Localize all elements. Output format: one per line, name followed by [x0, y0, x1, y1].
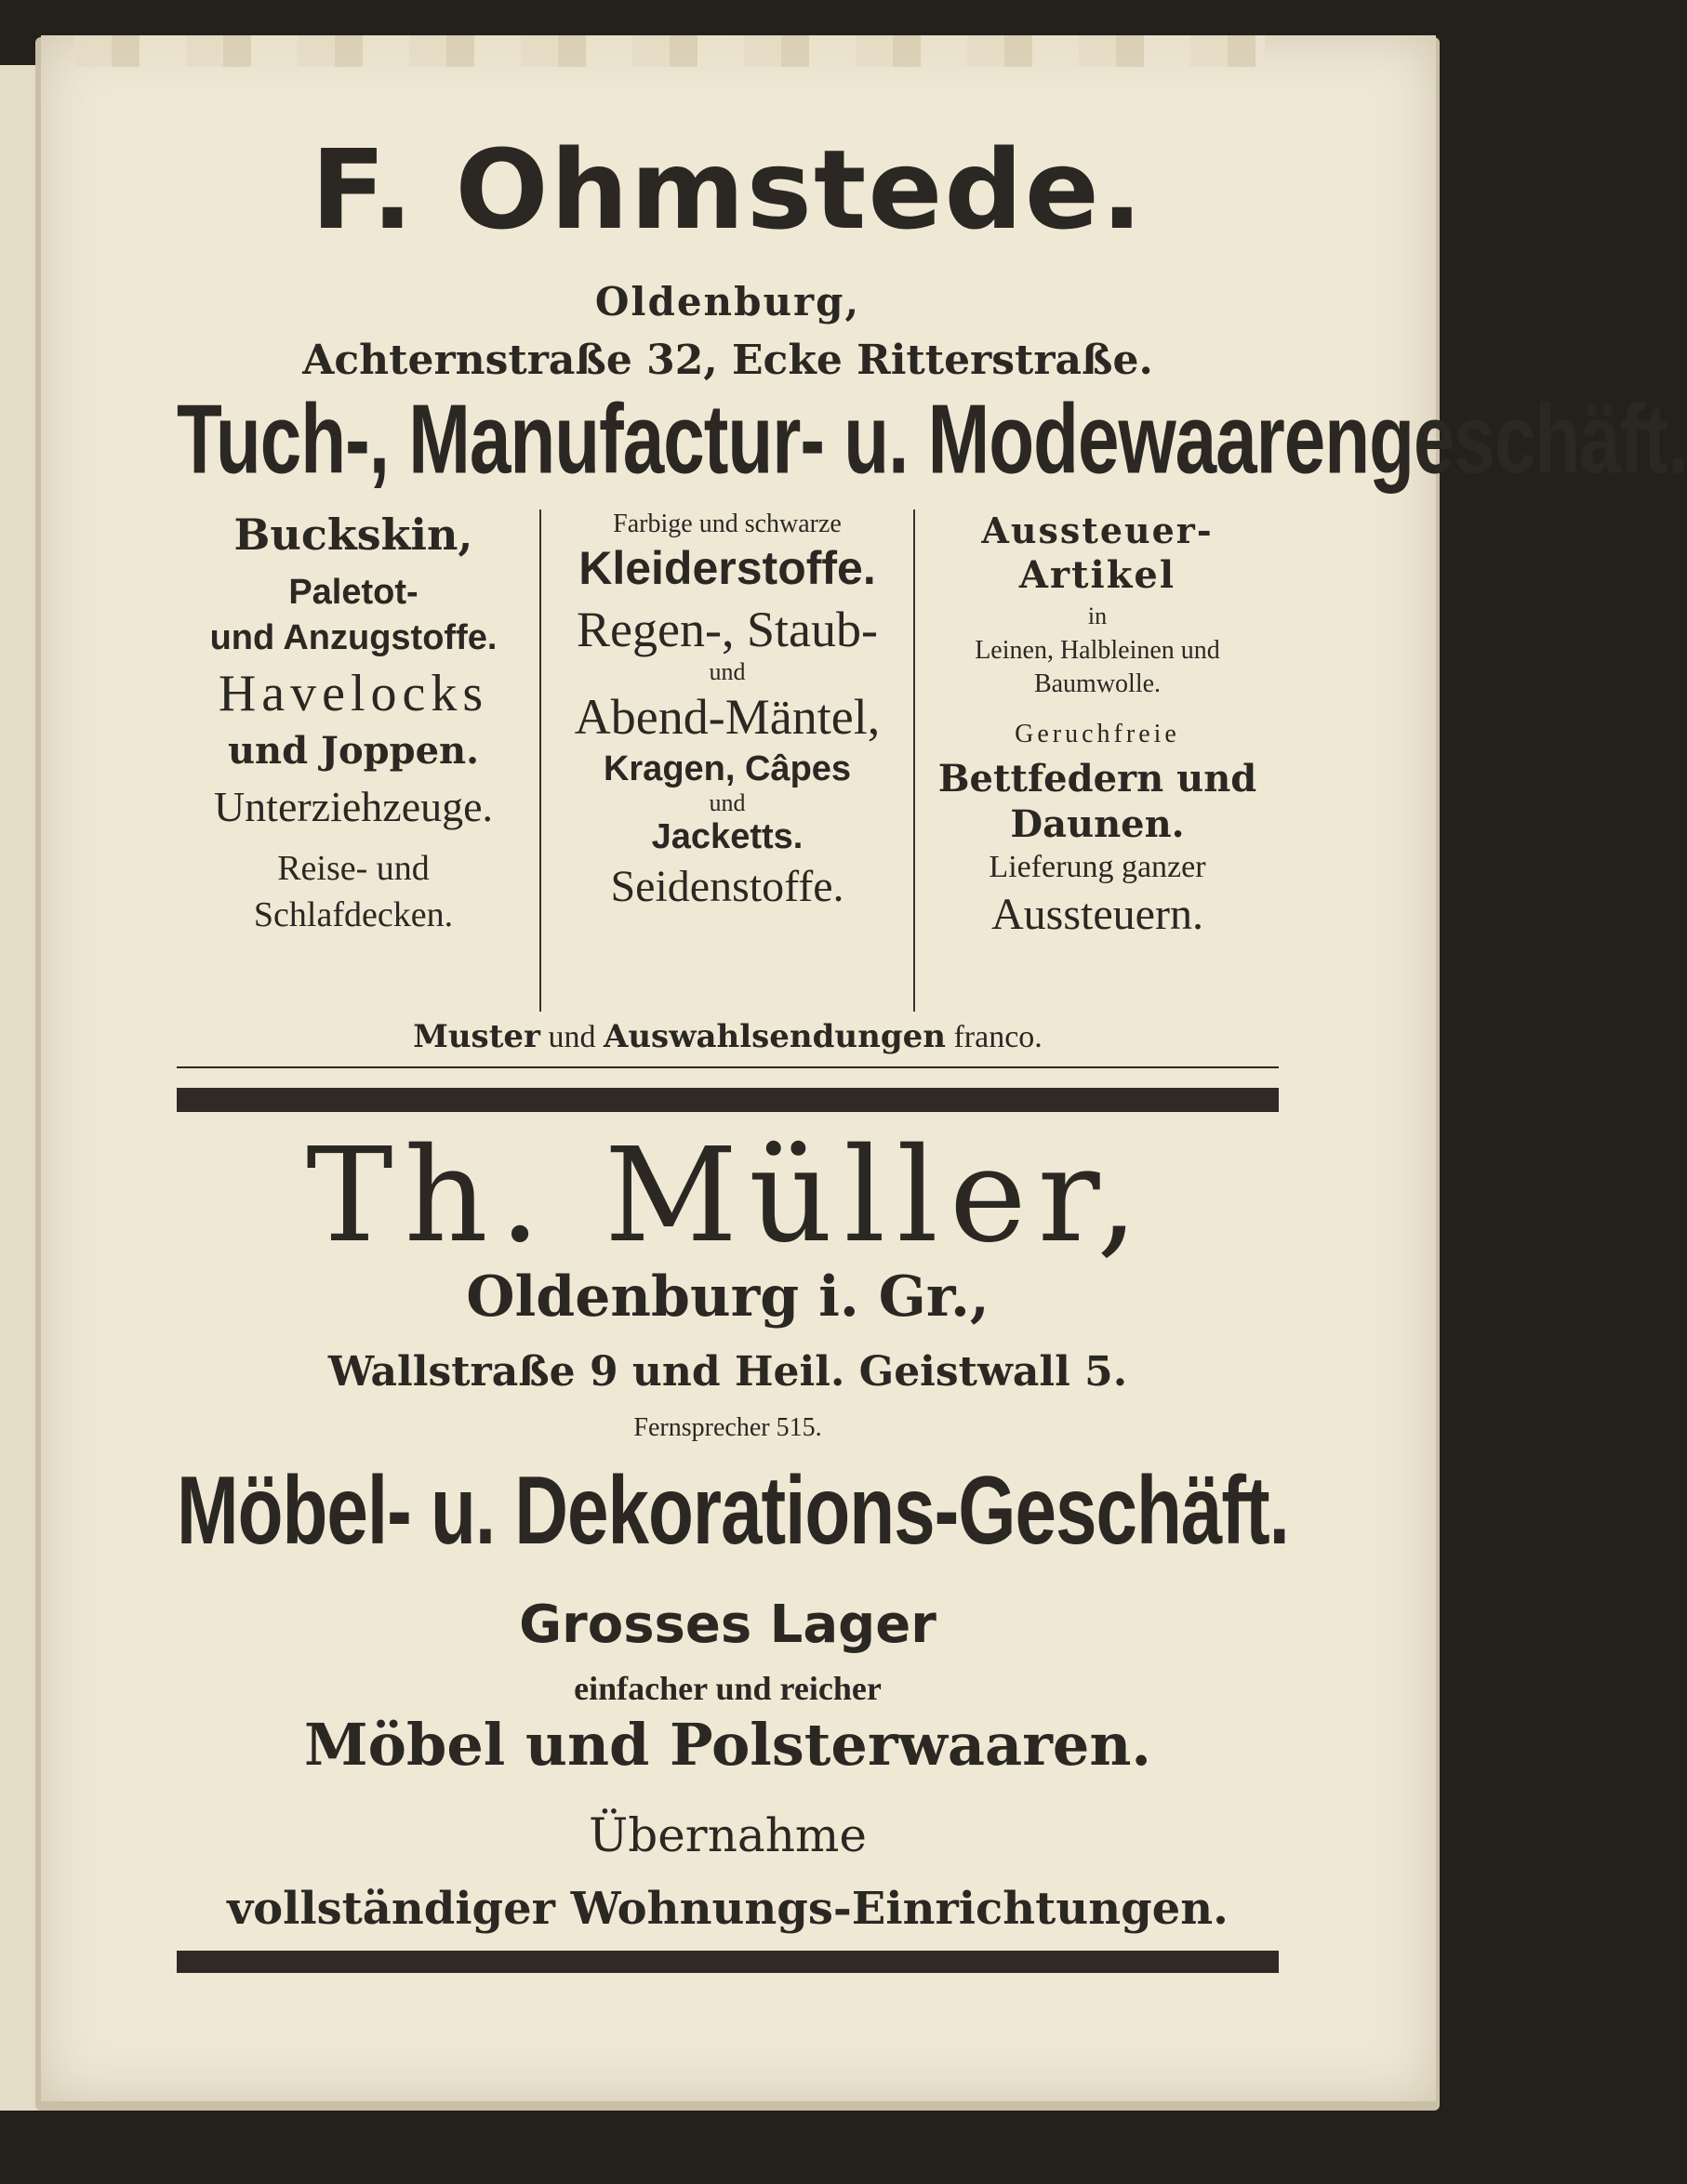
col3-line: Bettfedern und — [937, 757, 1257, 801]
col3-line: Geruchfreie — [1015, 720, 1180, 748]
footer-word: franco. — [953, 1020, 1043, 1054]
mueller-goods: Möbel und Polsterwaaren. — [303, 1711, 1152, 1779]
mueller-city: Oldenburg i. Gr., — [466, 1264, 990, 1330]
ohmstede-business: Tuch-, Manufactur- u. Modewaarengeschäft. — [177, 384, 1687, 494]
col2-line: Seidenstoffe. — [610, 862, 844, 911]
col1-line: und Anzugstoffe. — [209, 618, 498, 657]
ohmstede-address: Achternstraße 32, Ecke Ritterstraße. — [302, 337, 1153, 384]
ohmstede-title: F. Ohmstede. — [311, 126, 1145, 254]
col3-line: in — [1087, 602, 1108, 629]
mueller-uebernahme: Übernahme — [589, 1808, 867, 1862]
col1-line: Havelocks — [218, 665, 489, 722]
ohmstede-columns — [177, 510, 1279, 1012]
mueller-einrichtungen: vollständiger Wohnungs-Einrichtungen. — [227, 1883, 1229, 1935]
mueller-phone: Fernsprecher 515. — [633, 1413, 822, 1442]
col3-line: Lieferung ganzer — [989, 850, 1206, 884]
col1-line: und Joppen. — [227, 729, 480, 773]
divider-bottom — [177, 1951, 1279, 1973]
col2-line: Kleiderstoffe. — [578, 542, 876, 594]
ohmstede-footer — [177, 1018, 1279, 1055]
col1-line: Buckskin, — [233, 510, 473, 560]
col2-line: Kragen, Câpes — [603, 749, 852, 788]
divider-thick — [177, 1088, 1279, 1112]
col2-line: und — [709, 658, 746, 685]
col3-line: Leinen, Halbleinen und — [975, 636, 1220, 665]
col2-line: Farbige und schwarze — [613, 510, 842, 538]
col1-line: Paletot- — [288, 573, 418, 612]
col1-line: Reise- und — [277, 849, 430, 888]
mueller-lager: Grosses Lager — [519, 1595, 936, 1655]
col2-line: Abend-Mäntel, — [574, 689, 881, 745]
col1-line: Schlafdecken. — [253, 895, 454, 934]
col3-line: Baumwolle. — [1033, 669, 1162, 698]
col2-line: Regen-, Staub- — [577, 602, 878, 657]
footer-word: und — [548, 1020, 596, 1054]
column-middle — [539, 510, 915, 1012]
column-left — [177, 510, 530, 1012]
col3-line: Aussteuern. — [991, 890, 1203, 939]
column-right — [916, 510, 1279, 1012]
mueller-title: Th. Müller, — [306, 1120, 1149, 1272]
col3-line: Daunen. — [1010, 802, 1185, 846]
divider-thin — [177, 1066, 1279, 1068]
col3-line: Artikel — [1018, 553, 1176, 597]
ohmstede-city: Oldenburg, — [594, 279, 861, 324]
footer-word: Muster — [413, 1018, 540, 1055]
footer-word: Auswahlsendungen — [603, 1018, 946, 1055]
mueller-address: Wallstraße 9 und Heil. Geistwall 5. — [327, 1348, 1128, 1396]
col1-line: Unterziehzeuge. — [213, 783, 494, 830]
col2-line: Jacketts. — [651, 817, 804, 856]
mueller-subline: einfacher und reicher — [574, 1670, 882, 1707]
col3-line: Aussteuer- — [981, 510, 1214, 551]
mueller-business: Möbel- u. Dekorations-Geschäft. — [177, 1456, 1289, 1564]
col2-line: und — [709, 789, 746, 816]
advertisement-page — [177, 0, 1687, 2184]
